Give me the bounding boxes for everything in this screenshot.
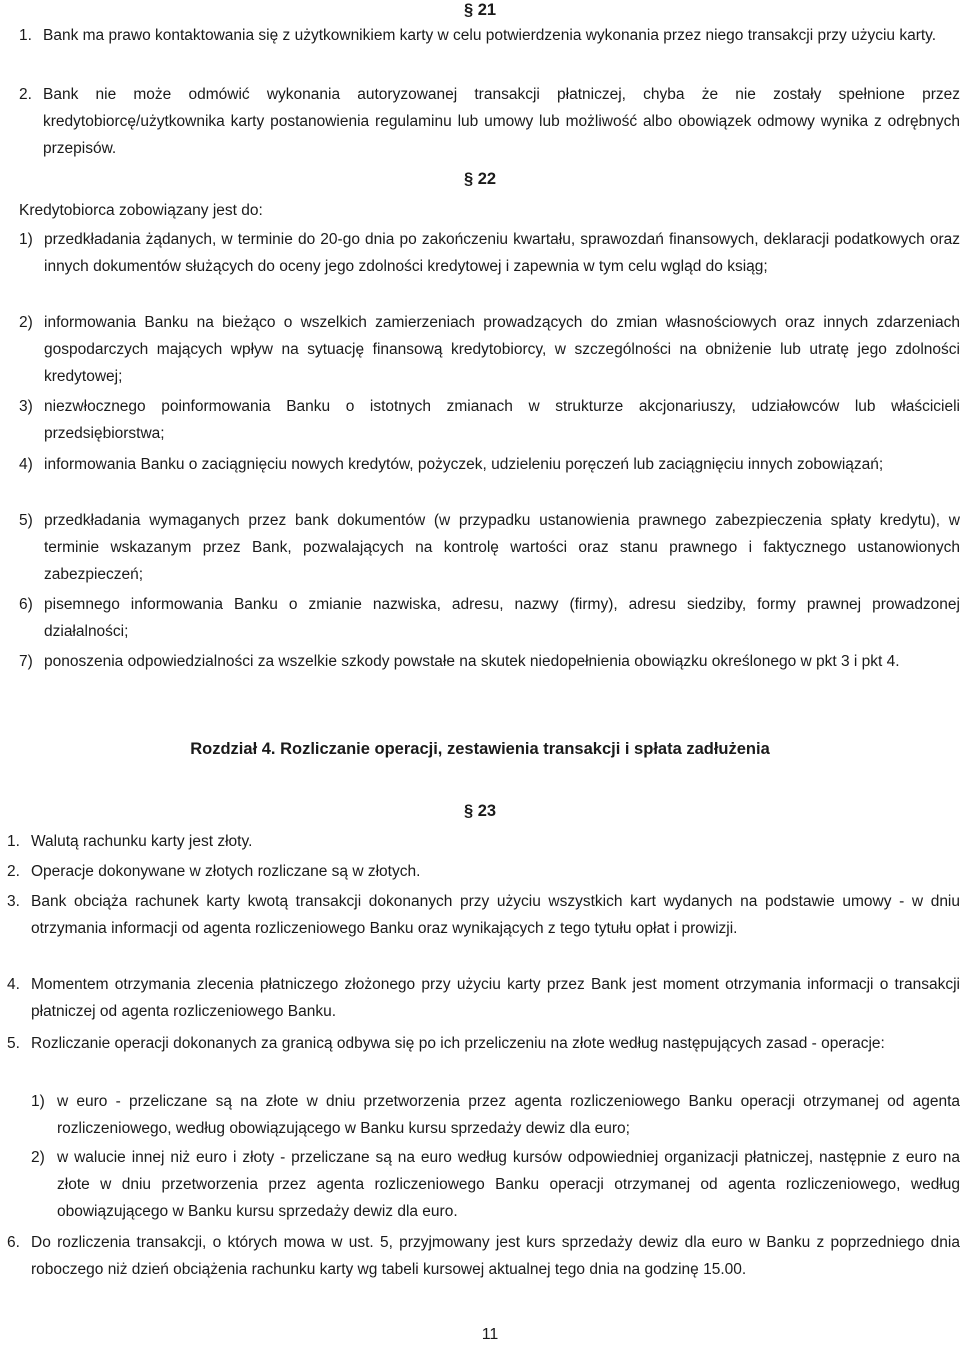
- item-number: 3.: [7, 893, 20, 910]
- list-item: [7, 1030, 960, 1057]
- item-text: w walucie innej niż euro i złoty - przeliczane są na euro według kursów odpowiedniej organizacji płatniczej, następnie z euro na złote w dniu przetworzenia przez agenta rozliczeniowego Banku operacji otrzymanej od agenta rozliczeniowego, według obowiązującego w Banku kursu sprzedaży dewiz dla euro.: [57, 1149, 960, 1220]
- sub-list-item: [31, 1088, 960, 1142]
- item-number: 3): [19, 398, 33, 415]
- item-text: pisemnego informowania Banku o zmianie nazwiska, adresu, nazwy (firmy), adresu siedziby, formy prawnej prowadzonej działalności;: [44, 596, 960, 640]
- list-item: [7, 1229, 960, 1283]
- section-heading-21: § 21: [463, 1, 497, 19]
- page-number: 11: [481, 1326, 499, 1343]
- list-item: [19, 81, 960, 162]
- item-text: przedkładania żądanych, w terminie do 20-go dnia po zakończeniu kwartału, sprawozdań finansowych, deklaracji podatkowych oraz innych dokumentów służących do oceny jego zdolności kredytowej i zapewnia w tym celu wgląd do ksiąg;: [44, 231, 960, 275]
- item-text: Bank nie może odmówić wykonania autoryzowanej transakcji płatniczej, chyba że nie zostały spełnione przez kredytobiorcę/użytkownika karty postanowienia regulaminu lub umowy lub możliwość albo obowiązek odmowy wynika z odrębnych przepisów.: [43, 86, 960, 157]
- item-number: 2.: [19, 86, 32, 103]
- list-item: [19, 507, 960, 588]
- item-text: przedkładania wymaganych przez bank dokumentów (w przypadku ustanowienia prawnego zabezpieczenia spłaty kredytu), w terminie wskazanym przez Bank, pozwalających na kontrolę wartości oraz stanu prawnego i faktycznego ustanowionych zabezpieczeń;: [44, 512, 960, 583]
- list-item: [7, 858, 960, 885]
- list-item: [19, 591, 960, 645]
- item-number: 6): [19, 596, 33, 613]
- item-text: w euro - przeliczane są na złote w dniu przetworzenia przez agenta rozliczeniowego Banku operacji otrzymanej od agenta rozliczeniowego, według obowiązującego w Banku kursu sprzedaży dewiz dla euro;: [57, 1093, 960, 1137]
- list-item: [19, 648, 960, 675]
- item-number: 4): [19, 456, 33, 473]
- item-text: Rozliczanie operacji dokonanych za granicą odbywa się po ich przeliczeniu na złote według następujących zasad - operacje:: [31, 1035, 885, 1052]
- item-text: Bank obciąża rachunek karty kwotą transakcji dokonanych przy użyciu wszystkich kart wydanych na podstawie umowy - w dniu otrzymania informacji od agenta rozliczeniowego Banku oraz wynikających z tego tytułu opłat i prowizji.: [31, 893, 960, 937]
- item-number: 1.: [7, 833, 20, 850]
- item-text: informowania Banku o zaciągnięciu nowych kredytów, pożyczek, udzieleniu poręczeń lub zaciągnięciu innych zobowiązań;: [44, 456, 884, 473]
- section-heading-22: § 22: [463, 170, 497, 188]
- list-item: [7, 828, 960, 855]
- item-number: 6.: [7, 1234, 20, 1251]
- list-item: [7, 971, 960, 1025]
- sub-list-item: [31, 1144, 960, 1225]
- list-item: [7, 888, 960, 942]
- list-item: [19, 22, 960, 49]
- section-heading-23: § 23: [463, 802, 497, 820]
- item-number: 5.: [7, 1035, 20, 1052]
- item-number: 1): [19, 231, 33, 248]
- item-text: Do rozliczenia transakcji, o których mowa w ust. 5, przyjmowany jest kurs sprzedaży dewiz dla euro w Banku z poprzedniego dnia roboczego niż dzień obciążenia rachunku karty wg tabeli kursowej aktualnej tego dnia na godzinę 15.00.: [31, 1234, 960, 1278]
- list-item: [19, 226, 960, 280]
- section-intro: Kredytobiorca zobowiązany jest do:: [19, 202, 263, 219]
- item-number: 2): [19, 314, 33, 331]
- chapter-title: Rozdział 4. Rozliczanie operacji, zestawienia transakcji i spłata zadłużenia: [190, 740, 770, 758]
- item-text: niezwłocznego poinformowania Banku o istotnych zmianach w strukturze akcjonariuszy, udziałowców lub właścicieli przedsiębiorstwa;: [44, 398, 960, 442]
- item-text: Operacje dokonywane w złotych rozliczane są w złotych.: [31, 863, 421, 880]
- item-number: 4.: [7, 976, 20, 993]
- item-number: 7): [19, 653, 33, 670]
- item-text: ponoszenia odpowiedzialności za wszelkie szkody powstałe na skutek niedopełnienia obowiązku określonego w pkt 3 i pkt 4.: [44, 653, 900, 670]
- item-text: Bank ma prawo kontaktowania się z użytkownikiem karty w celu potwierdzenia wykonania przez niego transakcji przy użyciu karty.: [43, 27, 937, 44]
- item-number: 5): [19, 512, 33, 529]
- item-text: informowania Banku na bieżąco o wszelkich zamierzeniach prowadzących do zmian własnościowych oraz innych zdarzeniach gospodarczych mających wpływ na sytuację finansową kredytobiorcy, w szczególności na obniżenie lub utratę jego zdolności kredytowej;: [44, 314, 960, 385]
- item-number: 2.: [7, 863, 20, 880]
- item-text: Walutą rachunku karty jest złoty.: [31, 833, 253, 850]
- item-text: Momentem otrzymania zlecenia płatniczego złożonego przy użyciu karty przez Bank jest moment otrzymania informacji o transakcji płatniczej od agenta rozliczeniowego Banku.: [31, 976, 960, 1020]
- list-item: [19, 451, 960, 478]
- list-item: [19, 393, 960, 447]
- item-number: 1.: [19, 27, 32, 44]
- item-number: 2): [31, 1149, 45, 1166]
- list-item: [19, 309, 960, 390]
- item-number: 1): [31, 1093, 45, 1110]
